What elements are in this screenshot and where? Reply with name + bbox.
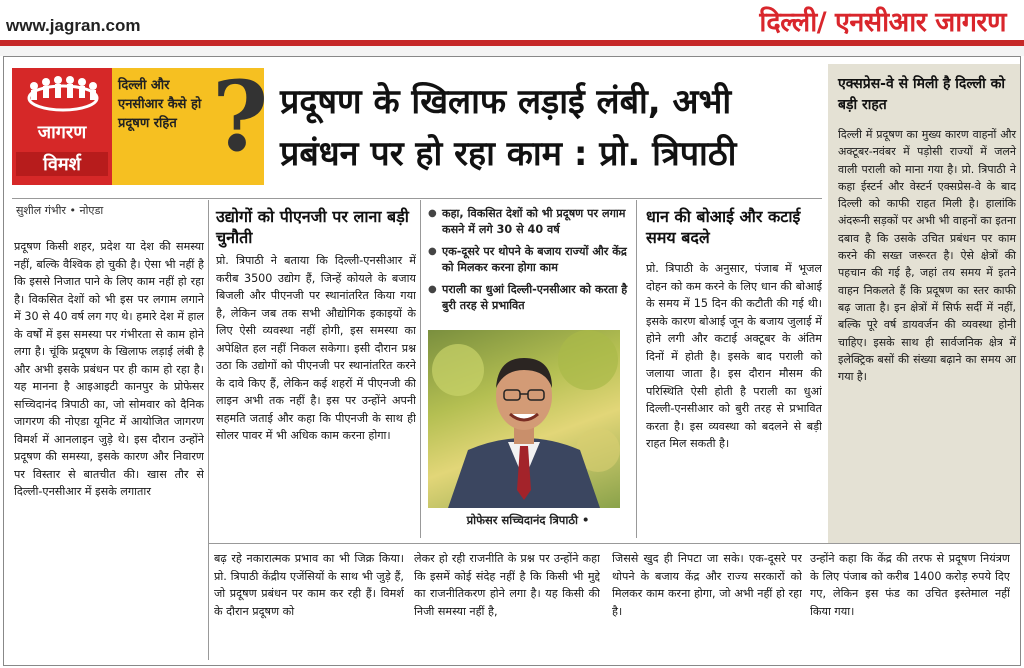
bottom-column-1: बढ़ रहे नकारात्मक प्रभाव का भी जिक्र किया। प्रो. त्रिपाठी केंद्रीय एजेंसियों के साथ भी जुड़े हैं, जो प्रदूषण प्रबंधन पर काम कर रही हैं। विमर्श के दौरान प्रदूषण को	[214, 552, 404, 618]
professor-photo	[428, 330, 620, 508]
headline-divider	[12, 198, 822, 199]
bottom-column-2: लेकर हो रही राजनीति के प्रश्न पर उन्होंने कहा कि इसमें कोई संदेह नहीं है कि किसी भी मुद्दे का राजनीतिकरण होने लगा है। यह किसी की निजी समस्या नहीं है,	[414, 552, 600, 618]
photo-caption: प्रोफेसर सच्चिदानंद त्रिपाठी •	[466, 513, 590, 527]
highlight-bullets	[428, 206, 628, 320]
masthead-brand: जागरण	[935, 7, 1006, 38]
series-tagline: दिल्ली और एनसीआर कैसे हो प्रदूषण रहित	[118, 78, 202, 131]
bottom-divider	[208, 543, 1020, 544]
masthead	[759, 2, 1006, 39]
column-divider	[420, 200, 421, 538]
column-2-subhead: उद्योगों को पीएनजी पर लाना बड़ी चुनौती	[216, 207, 409, 247]
portrait-illustration	[428, 330, 620, 508]
bottom-column-3: जिससे खुद ही निपटा जा सके। एक-दूसरे पर थोपने के बजाय केंद्र और राज्य सरकारों को मिलकर काम करना होगा, जो अभी नहीं हो रहा है।	[612, 552, 802, 618]
bullet-item: ● एक-दूसरे पर थोपने के बजाय राज्यों और केंद्र को मिलकर करना होगा काम	[428, 244, 628, 276]
top-bar	[0, 0, 1024, 38]
column-divider	[636, 200, 637, 538]
bullet-item: ● कहा, विकसित देशों को भी प्रदूषण पर लगाम कसने में लगे 30 से 40 वर्ष	[428, 206, 628, 238]
site-url[interactable]: www.jagran.com	[6, 16, 141, 35]
logo-line1: जागरण	[37, 122, 87, 143]
jagran-vimarsh-logo	[12, 68, 112, 185]
headline: प्रदूषण के खिलाफ लड़ाई लंबी, अभी प्रबंधन पर हो रहा काम : प्रो. त्रिपाठी	[280, 82, 737, 174]
column-4-subhead: धान की बोआई और कटाई समय बदले	[646, 207, 801, 247]
masthead-edition: दिल्ली/ एनसीआर	[759, 7, 927, 38]
question-mark-icon: ?	[212, 60, 269, 173]
bottom-column-4: उन्होंने कहा कि केंद्र की तरफ से प्रदूषण नियंत्रण के लिए पंजाब को करीब 1400 करोड़ रुपये दिए गए, लेकिन इस फंड का उचित इस्तेमाल नहीं किया गया।	[810, 552, 1010, 618]
masthead-band	[0, 46, 1024, 56]
column-2-text: प्रो. त्रिपाठी ने बताया कि दिल्ली-एनसीआर में करीब 3500 उद्योग हैं, जिन्हें कोयले के बजाय बिजली और पीएनजी पर स्थानांतरित किया गया है, लेकिन जब तक सभी औद्योगिक इकाइयों के लिए ऐसी व्यवस्था नहीं होगी, इस समस्या का अपेक्षित हल नहीं निकल सकेगा। इसी दौरान प्रश्न उठा कि उद्योगों को पीएनजी पर स्थानांतरित करने के दावे किए हैं, लेकिन कई शहरों में पीएनजी की लाइन अभी तक नहीं है। इस पर उन्होंने अपनी सहमति जताई और कहा कि पीएनजी के साथ ही सोलर पावर में भी अधिक काम करना होगा।	[216, 254, 416, 442]
column-1-text: प्रदूषण किसी शहर, प्रदेश या देश की समस्या नहीं, बल्कि वैश्विक हो चुकी है। ऐसा भी नहीं है कि इससे निजात पाने के लिए काम नहीं हो रहा है। विकसित देशों को भी इस पर लगाम लगाने में 30 से 40 वर्ष लग गए थे। हमारे देश में हाल के वर्षों में इस समस्या पर गंभीरता से काम होने लगा है। चूंकि प्रदूषण के खिलाफ लड़ाई लंबी है और अभी इसके प्रबंधन पर ही काम हो रहा है। यह मानना है आइआइटी कानपुर के प्रोफेसर सच्चिदानंद त्रिपाठी का, जो सोमवार को दैनिक जागरण की नोएडा यूनिट में आयोजित जागरण विमर्श में आनलाइन जुड़े थे। इस दौरान उन्होंने प्रदूषण की समस्या, इसके कारण और निवारण पर विस्तार से बातचीत की। खास तौर से दिल्ली-एनसीआर में इसके लगातार	[14, 240, 204, 498]
sidebar-text: दिल्ली में प्रदूषण का मुख्य कारण वाहनों और अक्टूबर-नवंबर में पड़ोसी राज्यों में जलने वाली पराली को माना गया है। प्रो. त्रिपाठी ने कहा ईस्टर्न और वेस्टर्न एक्सप्रेस-वे के बाद दिल्ली को काफी राहत मिली है। हालांकि अंदरूनी सड़कों पर अभी भी वाहनों का इतना दबाव है कि उसके उचित प्रबंधन पर काम करने की सख्त जरूरत है। ऐसे क्षेत्रों की पहचान की गई है, जहां तय समय में इतने वाहन निकलते हैं कि प्रदूषण का स्तर काफी बढ़ जाता है। इन क्षेत्रों में सिर्फ सर्दी में नहीं, बल्कि पूरे वर्ष डायवर्जन की व्यवस्था होनी चाहिए। इसके साथ ही सार्वजनिक क्षेत्र में इलेक्ट्रिक बसों की संख्या बढ़ाने का समय आ गया है।	[838, 128, 1016, 384]
column-divider	[208, 200, 209, 660]
logo-line2: विमर्श	[16, 152, 108, 176]
series-tag-box	[112, 60, 269, 185]
people-circle-icon	[24, 76, 102, 112]
bullet-item: ● पराली का धुआं दिल्ली-एनसीआर को करता है बुरी तरह से प्रभावित	[428, 282, 628, 314]
byline: सुशील गंभीर • नोएडा	[16, 204, 104, 217]
sidebar-title: एक्सप्रेस-वे से मिली है दिल्ली को बड़ी राहत	[838, 76, 1006, 113]
column-4-text: प्रो. त्रिपाठी के अनुसार, पंजाब में भूजल दोहन को कम करने के लिए धान की बोआई के समय में 15 दिन की कटौती की गई थी। इसके कारण बोआई जून के बजाय जुलाई में होने लगी और कटाई अक्टूबर के अंतिम दिनों में होती है। इसके बाद पराली को जलाया जाता है। इस दौरान मौसम की परिस्थिति ऐसी होती है पराली का धुआं दिल्ली-एनसीआर को बुरी तरह से प्रभावित करता है। इस व्यवस्था को बदलने से बड़ी राहत मिल सकती है।	[646, 262, 822, 450]
